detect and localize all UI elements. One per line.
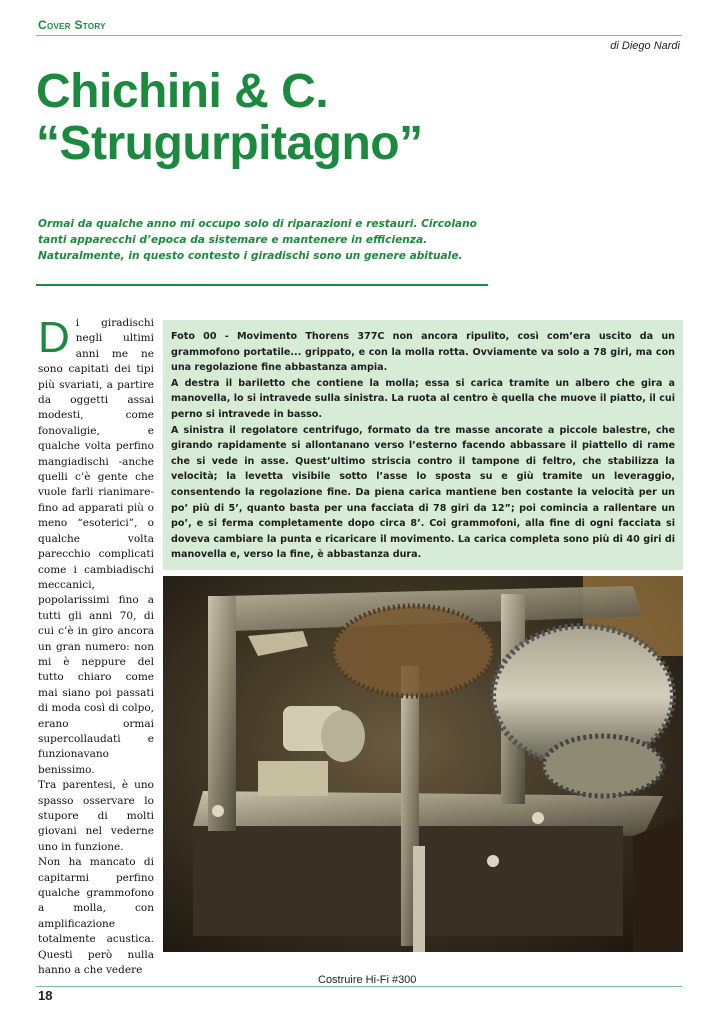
body-paragraph-1 [38, 313, 154, 778]
lead-paragraph: Ormai da qualche anno mi occupo solo di riparazioni e restauri. Circolano tanti apparecchi d’epoca da sistemare e mantenere in efficienza. Naturalmente, in questo contesto i giradischi sono un genere abituale. [38, 218, 477, 262]
photo-illustration [163, 576, 683, 952]
body-column [38, 313, 154, 977]
body-paragraph-2: Tra parentesi, è uno spasso osservare lo stupore di molti giovani nel vederne uno in funzione. [38, 779, 154, 853]
header-rule [36, 35, 682, 36]
body-paragraph-3: Non ha mancato di capitarmi perfino qualche grammofono a molla, con amplificazione totalmente acustica. Questi però nulla hanno a che vedere [38, 856, 154, 977]
byline: di Diego Nardi [610, 40, 680, 52]
photo-caption-box [163, 320, 683, 570]
body-text-1: i giradischi negli ultimi anni me ne sono capitati dei tipi più svariati, a partire da oggetti assai modesti, come fonovaligie, e qualche volta perfino mangiadischi -anche quelli c’è gente che vuole farli rianimare- fino ad apparati più o meno “esoterici”, o qualche volta parecchio complicati come i cambiadischi meccanici, popolarissimi fino a tutti gli anni 70, di cui c’è in giro ancora un gran numero: non mi è neppure del tutto chiaro come mai siano poi passati di moda così di colpo, erano ormai supercollaudati e funzionavano benissimo. [38, 317, 154, 776]
caption-paragraph-1: Foto 00 - Movimento Thorens 377C non ancora ripulito, così com’era uscito da un grammofono portatile... grippato, e con la molla rotta. Ovviamente va solo a 78 giri, ma con una regolazione fine abbastanza ampia. [171, 331, 675, 374]
gramophone-movement-photo [163, 576, 683, 952]
article-title [36, 66, 636, 170]
section-label: Cover Story [38, 18, 106, 32]
title-line-1: Chichini & C. [36, 65, 329, 118]
lead-rule [36, 284, 488, 286]
caption-paragraph-3: A sinistra il regolatore centrifugo, formato da tre masse ancorate a piccole balestre, che girando rapidamente si allontanano verso l’esterno facendo abbassare il piattello di rame che si vede in asse. Quest’ultimo striscia contro il tampone di feltro, che stabilizza la velocità; la levetta visibile sotto l’asse lo sposta su e giù tramite un leveraggio, consentendo la regolazione fine. Da piena carica mantiene ben costante la velocità per un po’ più di 5’, quanto basta per una facciata di 78 giri da 12”; poi comincia a rallentare un po’, e si ferma completamente dopo circa 8’. Coi grammofoni, alla fine di ogni facciata si doveva cambiare la punta e ricaricare il movimento. La carica completa sono più di 40 giri di manovella e, verso la fine, è abbastanza dura. [171, 424, 675, 561]
caption-paragraph-2: A destra il bariletto che contiene la molla; essa si carica tramite un albero che gira a manovella, lo si intravede sulla sinistra. La ruota al centro è quella che muove il piatto, il cui perno si intravede in basso. [171, 377, 675, 420]
drop-cap: D [38, 313, 70, 362]
title-line-2: “Strugurpitagno” [36, 117, 423, 170]
footer-rule [36, 986, 682, 987]
magazine-name: Costruire Hi-Fi #300 [318, 974, 417, 986]
page-number: 18 [38, 988, 53, 1003]
